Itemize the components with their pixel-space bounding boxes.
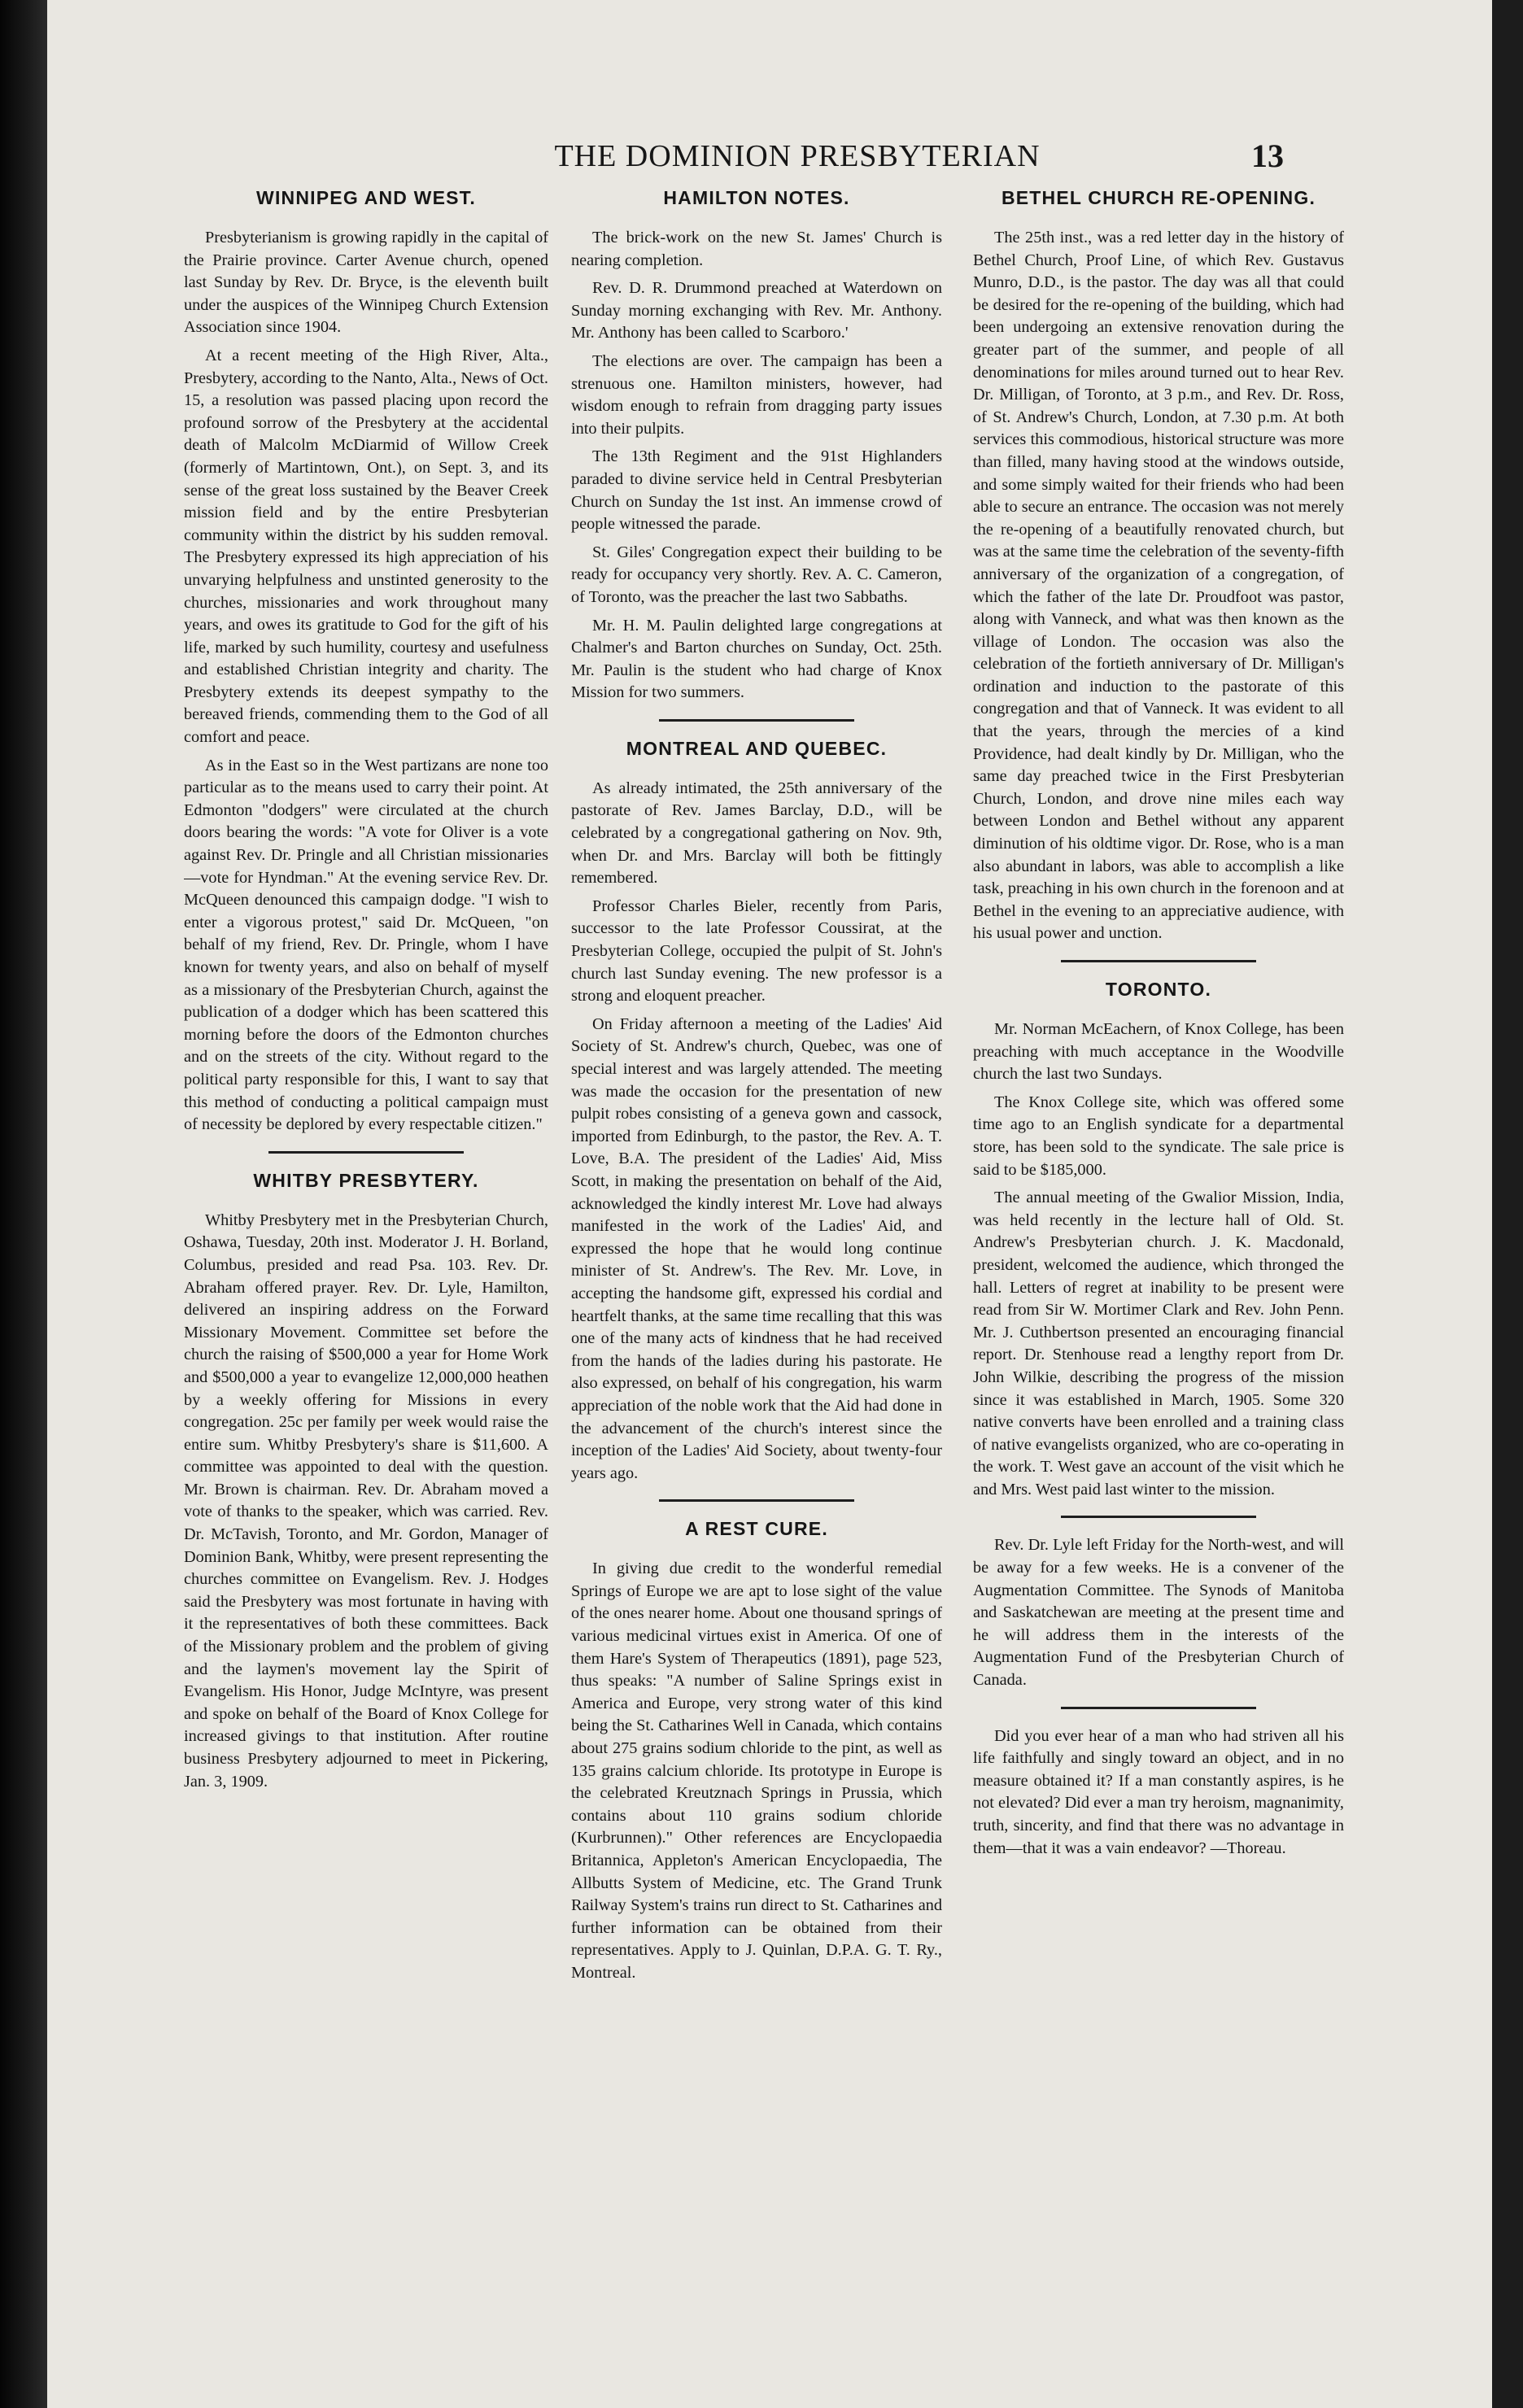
paragraph: The annual meeting of the Gwalior Mission, India, was held recently in the lecture hall of Old. St. Andrew's Presbyterian church. J. K. Macdonald, president, welcomed the audience, which thronged the hall. Letters of regret at inability to be present were read from Sir W. Mortimer Clark and Rev. John Penn. Mr. J. Cuthbertson presented an encouraging financial report. Dr. Stenhouse read a lengthy report from Dr. John Wilkie, describing the progress of the mission since it was established in March, 1905. Some 320 native converts have been enrolled and a training class of native evangelists organized, who are co-operating in the work. T. West gave an account of the visit which he and Mrs. West paid last winter to the mission. [973, 1189, 1344, 1498]
paragraph: Mr. H. M. Paulin delighted large congregations at Chalmer's and Barton churches on Sunday, Oct. 25th. Mr. Paulin is the student who had charge of Knox Mission for two summers. [571, 616, 942, 702]
paragraph: Rev. Dr. Lyle left Friday for the North-west, and will be away for a few weeks. He is a convener of the Augmentation Committee. The Synods of Manitoba and Saskatchewan are meeting at the present time and he will address them in the interests of the Augmentation Fund of the Presbyterian Church of Canada. [973, 1536, 1344, 1690]
section-heading-whitby: WHITBY PRESBYTERY. [253, 1169, 479, 1191]
paragraph: The 25th inst., was a red letter day in the history of Bethel Church, Proof Line, of which Rev. Gustavus Munro, D.D., is the pastor. The day was all that could be desired for the re-opening of the building, which had been undergoing an extensive renovation during the greater part of the summer, and people of all denominations for miles around turned out to hear Rev. Dr. Milligan, of Toronto, at 3 p.m., and Rev. Dr. Ross, of St. Andrew's Church, London, at 7.30 p.m. At both services this commodious, historical structure was more than filled, many having stood at the windows outside, and some simply waited for their friends who had been able to secure an entrance. The occasion was not merely the re-opening of a beautifully renovated church, but was at the same time the celebration of the seventy-fifth anniversary of the organization of a congregation, of which the father of the late Dr. Proudfoot was pastor, along with Vanneck, and what was then known as the village of London. The occasion was also the celebration of the fortieth anniversary of Dr. Milligan's ordination and induction to the pastorate of this congregation and that of Vanneck. It was evident to all that the years, through the mercies of a kind Providence, had dealt kindly by Dr. Milligan, who the same day preached twice in the First Presbyterian Church, London, and drove nine miles each way between London and Bethel without any apparent diminution of his oldtime vigor. Dr. Rose, who is a man also abundant in labors, was able to accomplish a like task, preaching in his own church in the forenoon and at Bethel in the evening to an appreciative audience, with his usual power and unction. [973, 229, 1344, 943]
section-divider [1061, 1707, 1256, 1709]
section-heading-toronto: TORONTO. [1105, 979, 1212, 1000]
column-3 [973, 181, 1344, 2385]
paragraph: As in the East so in the West partizans are none too particular as to the means used to carry their point. At Edmonton "dodgers" were circulated at the church doors bearing the words: "A vote for Oliver is a vote against Rev. Dr. Pringle and all Christian missionaries—vote for Hyndman." At the evening service Rev. Dr. McQueen denounced this campaign dodge. "I wish to enter a vigorous protest," said Dr. McQueen, "on behalf of my friend, Rev. Dr. Pringle, whom I have known for twenty years, and also on behalf of myself as a missionary of the Presbyterian Church, against the publication of a dodger which has been scattered this morning before the doors of the Edmonton churches and on the streets of the city. Without regard to the political party responsible for this, I want to say that this method of conducting a political campaign must of necessity be deplored by every respectable citizen." [184, 756, 548, 1134]
section-heading-montreal: MONTREAL AND QUEBEC. [626, 737, 888, 759]
section-divider [659, 719, 854, 722]
scan-edge [1492, 0, 1523, 2408]
paragraph: Whitby Presbytery met in the Presbyterian Church, Oshawa, Tuesday, 20th inst. Moderator J. H. Borland, Columbus, presided and read Psa. 103. Rev. Dr. Abraham offered prayer. Rev. Dr. Lyle, Hamilton, delivered an inspiring address on the Forward Missionary Movement. Committee set before the church the raising of $500,000 a year for Home Work and $500,000 a year to evangelize 12,000,000 heathen by a weekly offering for Missions in every congregation. 25c per family per week would raise the entire sum. Whitby Presbytery's share is $11,600. A committee was appointed to deal with the question. Mr. Brown is chairman. Rev. Dr. Abraham moved a vote of thanks to the speaker, which was carried. Rev. Dr. McTavish, Toronto, and Mr. Gordon, Manager of Dominion Bank, Whitby, were present representing the churches committee on Evangelism. Rev. J. Hodges said the Presbytery was most fortunate in having with it the representatives of both these committees. Back of the Missionary problem and the problem of giving and the laymen's movement lay the Spirit of Evangelism. His Honor, Judge McIntyre, was present and spoke on behalf of the Board of Knox College for increased givings to that institution. After routine business Presbytery adjourned to meet in Pickering, Jan. 3, 1909. [184, 1211, 548, 1791]
section-divider [1061, 1516, 1256, 1518]
running-head: THE DOMINION PRESBYTERIAN [554, 139, 1041, 173]
binding-gutter [0, 0, 47, 2408]
column-2 [571, 181, 942, 2385]
paragraph: Professor Charles Bieler, recently from Paris, successor to the late Professor Coussirat, at the Presbyterian College, occupied the pulpit of St. John's church last Sunday evening. The new professor is a strong and eloquent preacher. [571, 896, 942, 1006]
paragraph: The elections are over. The campaign has been a strenuous one. Hamilton ministers, however, had wisdom enough to refrain from dragging party issues into their pulpits. [571, 351, 942, 438]
paragraph: On Friday afternoon a meeting of the Ladies' Aid Society of St. Andrew's church, Quebec, was one of special interest and was largely attended. The meeting was made the occasion for the presentation of new pulpit robes consisting of a geneva gown and cassock, imported from Edinburgh, to the pastor, the Rev. A. T. Love, B.A. The president of the Ladies' Aid, Miss Scott, in making the presentation on behalf of the Aid, acknowledged the kindly interest Mr. Love had always manifested in the work of the Ladies' Aid, and expressed the hope that he would long continue minister of St. Andrew's. The Rev. Mr. Love, in accepting the handsome gift, expressed his cordial and heartfelt thanks, at the same time recalling that this was one of the many acts of kindness that he had received from the hands of the ladies during his pastorate. He also expressed, on behalf of his congregation, his warm appreciation of the noble work that the Aid had done in the advancement of the church's interest since the inception of the Ladies' Aid Society, about twenty-four years ago. [571, 1014, 942, 1482]
paragraph: The Knox College site, which was offered some time ago to an English syndicate for a departmental store, has been sold to the syndicate. The sale price is said to be $185,000. [973, 1093, 1344, 1179]
paragraph: As already intimated, the 25th anniversary of the pastorate of Rev. James Barclay, D.D., will be celebrated by a congregational gathering on Nov. 9th, when Dr. and Mrs. Barclay will both be fittingly remembered. [571, 779, 942, 888]
paragraph: Presbyterianism is growing rapidly in the capital of the Prairie province. Carter Avenue church, opened last Sunday by Rev. Dr. Bryce, is the eleventh built under the auspices of the Winnipeg Church Extension Association since 1904. [184, 229, 548, 337]
section-heading-rest-cure: A REST CURE. [685, 1518, 828, 1540]
paragraph: Did you ever hear of a man who had striven all his life faithfully and singly toward an object, and in no measure obtained it? If a man constantly aspires, is he not elevated? Did ever a man try heroism, magnanimity, truth, sincerity, and find that there was no advantage in them—that it was a vain endeavor? —Thoreau. [973, 1726, 1344, 1857]
page-number: 13 [1251, 137, 1284, 174]
paragraph: Rev. D. R. Drummond preached at Waterdown on Sunday morning exchanging with Rev. Mr. Anthony. Mr. Anthony has been called to Scarboro.' [571, 279, 942, 342]
section-heading-bethel: BETHEL CHURCH RE-OPENING. [1001, 187, 1316, 208]
paragraph: In giving due credit to the wonderful remedial Springs of Europe we are apt to lose sight of the value of the ones nearer home. About one thousand springs of various medicinal virtues exist in America. Of one of them Hare's System of Therapeutics (1891), page 523, thus speaks: "A number of Saline Springs exist in America and Europe, very strong water of this kind being the St. Catharines Well in Canada, which contains about 275 grains sodium chloride to the pint, as well as 135 grains calcium chloride. Its prototype in Europe is the celebrated Kreutznach Springs in Prussia, which contains about 110 grains sodium chloride (Kurbrunnen)." Other references are Encyclopaedia Britannica, Appleton's American Encyclopaedia, The Allbutts System of Medicine, etc. The Grand Trunk Railway System's trains run direct to St. Catharines and further information can be obtained from their representatives. Apply to J. Quinlan, D.P.A. G. T. Ry., Montreal. [571, 1560, 942, 1982]
paragraph: The 13th Regiment and the 91st Highlanders paraded to divine service held in Central Presbyterian Church on Sunday the 1st inst. An immense crowd of people witnessed the parade. [571, 447, 942, 534]
section-divider [659, 1499, 854, 1502]
paragraph: The brick-work on the new St. James' Church is nearing completion. [571, 229, 942, 269]
section-divider [1061, 960, 1256, 962]
column-1 [184, 181, 548, 2385]
paragraph: Mr. Norman McEachern, of Knox College, has been preaching with much acceptance in the Woodville church the last two Sundays. [973, 1020, 1344, 1084]
paragraph: At a recent meeting of the High River, Alta., Presbytery, according to the Nanto, Alta., News of Oct. 15, a resolution was passed placing upon record the profound sorrow of the Presbytery at the accidental death of Malcolm McDiarmid of Willow Creek (formerly of Martintown, Ont.), on Sept. 3, and its sense of the great loss sustained by the Beaver Creek mission field and by the entire Presbyterian community within the district by his sudden removal. The Presbytery expressed its high appreciation of his unvarying helpfulness and unstinted generosity to the churches, missionaries and work throughout many years, and owes its gratitude to God for the gift of his life, marked by such humility, courtesy and usefulness and established Christian integrity and charity. The Presbytery extends its deepest sympathy to the bereaved friends, commending them to the God of all comfort and peace. [184, 346, 548, 747]
section-divider [268, 1151, 464, 1154]
section-heading-winnipeg: WINNIPEG AND WEST. [256, 187, 476, 208]
section-heading-hamilton: HAMILTON NOTES. [663, 187, 850, 208]
paragraph: St. Giles' Congregation expect their building to be ready for occupancy very shortly. Rev. A. C. Cameron, of Toronto, was the preacher the last two Sabbaths. [571, 543, 942, 606]
